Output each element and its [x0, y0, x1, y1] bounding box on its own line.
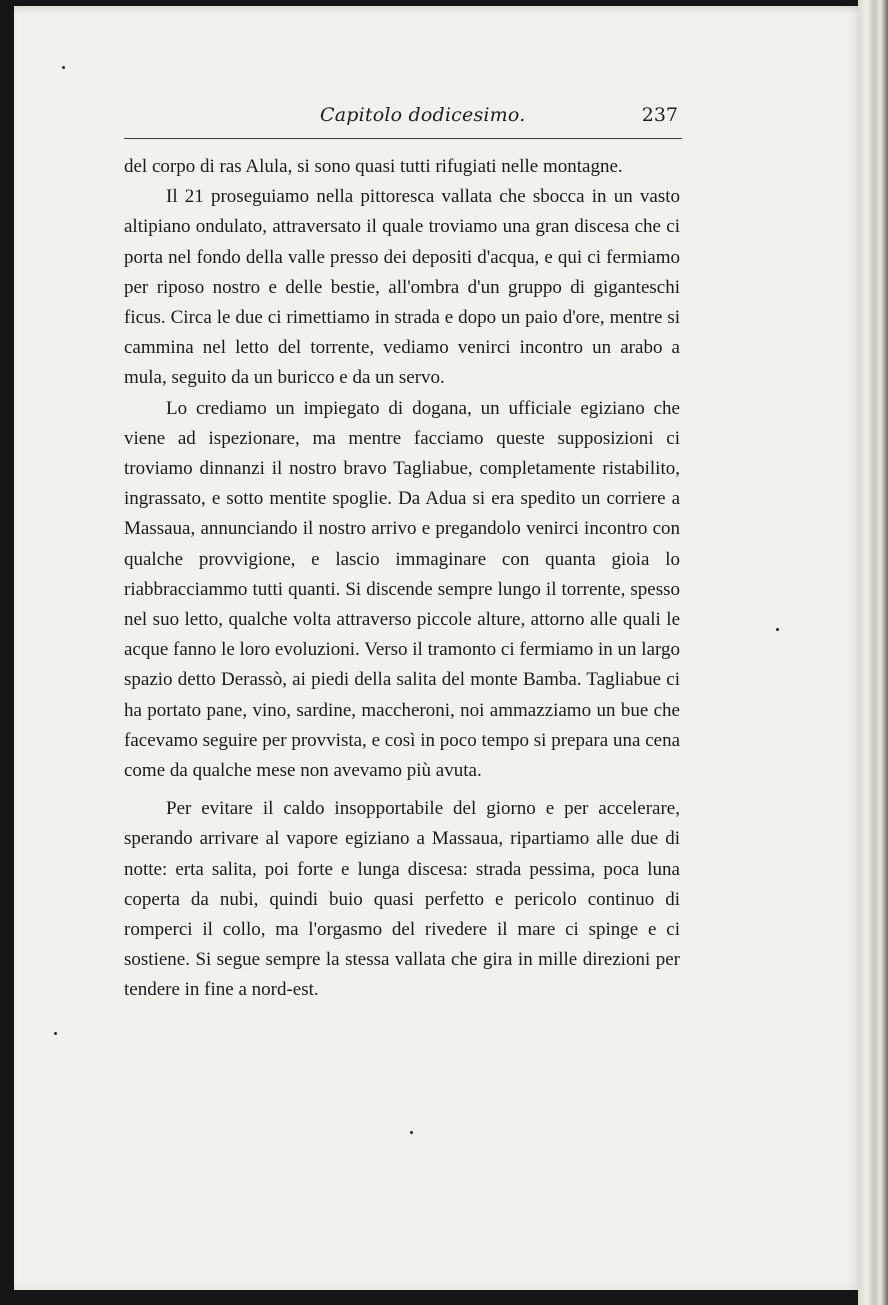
- page-header: [124, 104, 680, 134]
- scan-speck: [54, 1032, 57, 1035]
- page-number: 237: [641, 104, 678, 126]
- running-title: Capitolo dodicesimo.: [320, 104, 526, 126]
- paragraph: Il 21 proseguiamo nella pittoresca vallata che sbocca in un vasto altipiano ondulato, attraversato il quale troviamo una gran discesa che ci porta nel fondo della valle presso dei depositi d'acqua, e qui ci fermiamo per riposo nostro e delle bestie, all'ombra d'un gruppo di giganteschi ficus. Circa le due ci rimettiamo in strada e dopo un paio d'ore, mentre si cammina nel letto del torrente, vediamo venirci incontro un arabo a mula, seguito da un buricco e da un servo.: [124, 186, 680, 389]
- header-rule: [124, 138, 682, 139]
- scan-speck: [776, 628, 779, 631]
- body-text: [124, 152, 680, 1006]
- scan-speck: [410, 1131, 413, 1134]
- paragraph: Lo crediamo un impiegato di dogana, un ufficiale egiziano che viene ad ispezionare, ma mentre facciamo queste supposizioni ci troviamo dinnanzi il nostro bravo Tagliabue, completamente ristabilito, ingrassato, e sotto mentite spoglie. Da Adua si era spedito un corriere a Massaua, annunciando il nostro arrivo e pregandolo venirci incontro con qualche provvigione, e lascio immaginare con quanta gioia lo riabbracciammo tutti quanti. Si discende sempre lungo il torrente, spesso nel suo letto, qualche volta attraverso piccole alture, attorno alle quali le acque fanno le loro evoluzioni. Verso il tramonto ci fermiamo in un largo spazio detto Derassò, ai piedi della salita del monte Bamba. Tagliabue ci ha portato pane, vino, sardine, maccheroni, noi ammazziamo un bue che facevamo seguire per provvista, e così in poco tempo si prepara una cena come da qualche mese non avevamo più avuta.: [124, 397, 680, 782]
- scan-speck: [62, 66, 65, 69]
- paragraph: Per evitare il caldo insopportabile del giorno e per accelerare, sperando arrivare al vapore egiziano a Massaua, ripartiamo alle due di notte: erta salita, poi forte e lunga discesa: strada pessima, poca luna coperta da nubi, quindi buio quasi perfetto e pericolo continuo di romperci il collo, ma l'orgasmo del rivedere il mare ci spinge e ci sostiene. Si segue sempre la stessa vallata che gira in mille direzioni per tendere in fine a nord-est.: [124, 798, 680, 1001]
- page-edge-strip: [858, 0, 888, 1305]
- paragraph-continuation: del corpo di ras Alula, si sono quasi tutti rifugiati nelle montagne.: [124, 156, 623, 177]
